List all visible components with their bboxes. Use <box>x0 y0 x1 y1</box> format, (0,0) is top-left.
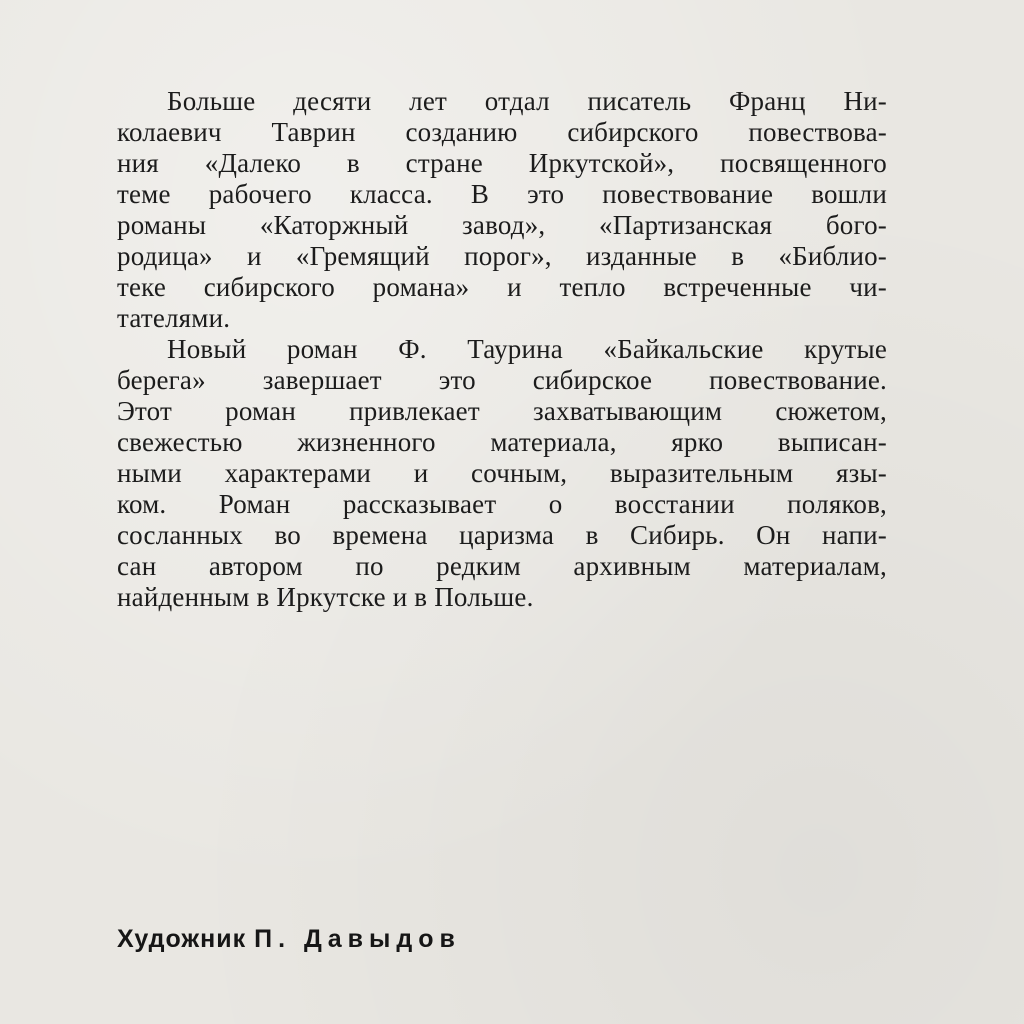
text-line: ком. Роман рассказывает о восстании поляков, <box>117 489 887 519</box>
text-line: Больше десяти лет отдал писатель Франц Ни- <box>167 86 887 116</box>
text-line: найденным в Иркутске и в Польше. <box>117 582 534 612</box>
illustrator-credit <box>117 925 461 954</box>
text-line: Новый роман Ф. Таурина «Байкальские крутые <box>167 334 887 364</box>
credit-name: П. Давыдов <box>254 925 461 953</box>
paragraph-1 <box>117 86 887 334</box>
text-line: сосланных во времена царизма в Сибирь. Он напи- <box>117 520 887 550</box>
text-line: теке сибирского романа» и тепло встреченные чи- <box>117 272 887 302</box>
credit-role: Художник <box>117 925 247 953</box>
text-line: колаевич Таврин созданию сибирского повествова- <box>117 117 887 147</box>
text-line: романы «Каторжный завод», «Партизанская бого- <box>117 210 887 240</box>
text-line: берега» завершает это сибирское повествование. <box>117 365 887 395</box>
paragraph-2 <box>117 334 887 613</box>
text-line: родица» и «Гремящий порог», изданные в «Библио- <box>117 241 887 271</box>
annotation-text <box>117 86 887 613</box>
text-line: тателями. <box>117 303 231 333</box>
text-line: ния «Далеко в стране Иркутской», посвященного <box>117 148 887 178</box>
text-line: ными характерами и сочным, выразительным язы- <box>117 458 887 488</box>
text-line: сан автором по редким архивным материалам, <box>117 551 887 581</box>
text-line: свежестью жизненного материала, ярко выписан- <box>117 427 887 457</box>
text-line: теме рабочего класса. В это повествование вошли <box>117 179 887 209</box>
text-line: Этот роман привлекает захватывающим сюжетом, <box>117 396 887 426</box>
